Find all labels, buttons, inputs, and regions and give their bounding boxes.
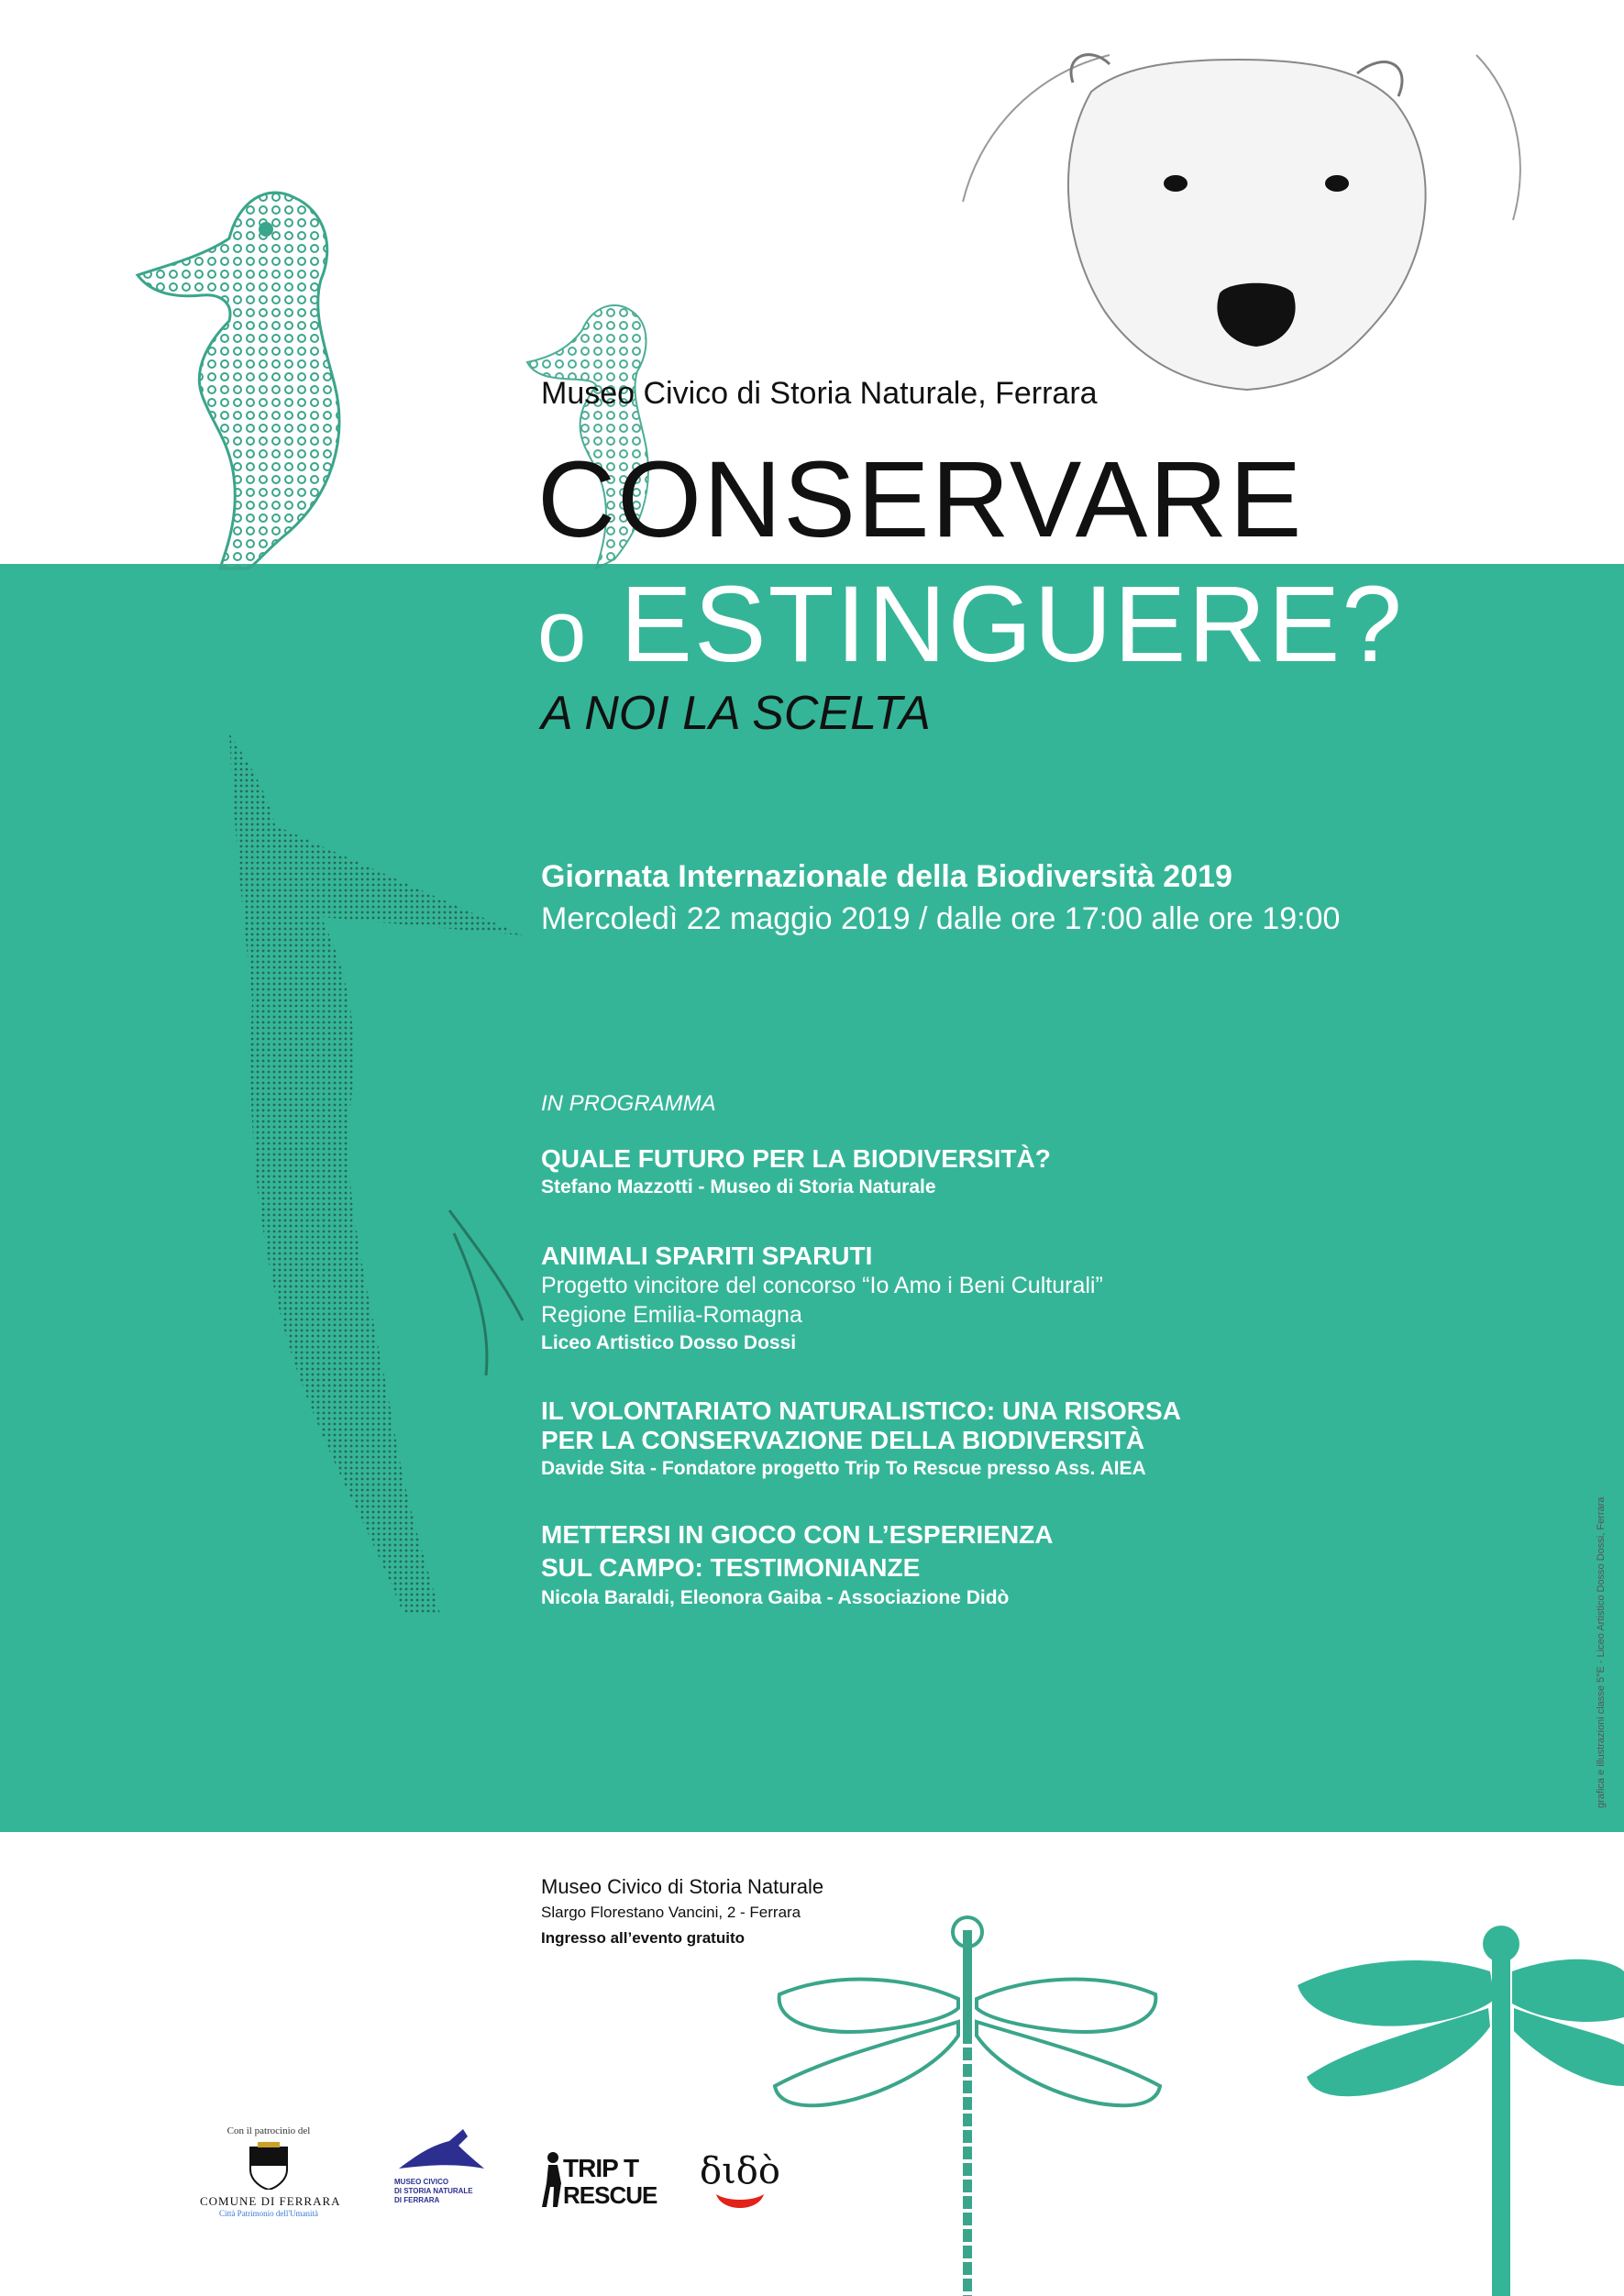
program-item-title: QUALE FUTURO PER LA BIODIVERSITÀ? [541, 1144, 1051, 1173]
museo-line1: MUSEO CIVICO [394, 2178, 449, 2186]
event-date: Mercoledì 22 maggio 2019 / dalle ore 17:00 alle ore 19:00 [541, 901, 1341, 936]
venue-name: Museo Civico di Storia Naturale [541, 1875, 824, 1898]
program-label: IN PROGRAMMA [541, 1091, 716, 1116]
title-conservare: CONSERVARE [537, 439, 1304, 560]
program-item-speaker: Davide Sita - Fondatore progetto Trip To Rescue presso Ass. AIEA [541, 1458, 1146, 1479]
comune-ferrara-logo [200, 2125, 341, 2218]
program-item-speaker: Nicola Baraldi, Eleonora Gaiba - Associazione Didò [541, 1587, 1010, 1608]
museo-line3: DI FERRARA [394, 2196, 440, 2204]
comune-sub: Città Patrimonio dell'Umanità [218, 2209, 319, 2218]
program-item-title: ANIMALI SPARITI SPARUTI [541, 1242, 873, 1270]
program-item-1 [541, 1144, 1531, 1201]
program-item-title: METTERSI IN GIOCO CON L’ESPERIENZA [541, 1520, 1054, 1549]
program-item-3 [541, 1396, 1531, 1483]
illustration-credit: grafica e illustrazioni classe 5°E - Liceo Artistico Dosso Dossi, Ferrara [1596, 1496, 1607, 1808]
program-item-desc: Regione Emilia-Romagna [541, 1302, 802, 1328]
trip-line2: RESCUE [563, 2181, 657, 2209]
program-item-desc: Progetto vincitore del concorso “Io Amo i Beni Culturali” [541, 1273, 1103, 1298]
title-o: o [537, 582, 589, 680]
crest-icon [249, 2142, 289, 2190]
dido-logo [699, 2150, 781, 2219]
heron-icon [394, 2127, 486, 2173]
dido-text: διδò [700, 2150, 780, 2192]
dragonfly-outline-illustration [761, 1912, 1174, 2296]
program-item-4 [541, 1518, 1531, 1612]
smile-icon [713, 2192, 768, 2214]
seahorse-illustration [128, 165, 367, 568]
event-title: Giornata Internazionale della Biodiversità 2019 [541, 859, 1232, 894]
program-item-2 [541, 1242, 1531, 1357]
comune-caption: Con il patrocinio del [226, 2125, 311, 2136]
title-estinguere-text: ESTINGUERE? [620, 564, 1404, 685]
program-item-title: IL VOLONTARIATO NATURALISTICO: UNA RISORSA [541, 1396, 1181, 1425]
bird-stipple-illustration [211, 734, 541, 1614]
program-item-speaker: Liceo Artistico Dosso Dossi [541, 1332, 797, 1353]
dragonfly-silhouette-illustration [1298, 1916, 1624, 2296]
museo-line2: DI STORIA NATURALE [394, 2187, 473, 2195]
museo-logo [394, 2127, 495, 2205]
subtitle: A NOI LA SCELTA [541, 687, 931, 740]
program-item-title: PER LA CONSERVAZIONE DELLA BIODIVERSITÀ [541, 1426, 1145, 1454]
program-item-speaker: Stefano Mazzotti - Museo di Storia Naturale [541, 1176, 936, 1198]
trip-line1: TRIP T [563, 2154, 639, 2182]
venue-admission: Ingresso all’evento gratuito [541, 1929, 745, 1947]
title-estinguere [537, 564, 1404, 686]
hiker-icon [541, 2150, 565, 2209]
museum-line: Museo Civico di Storia Naturale, Ferrara [541, 376, 1098, 411]
comune-name: COMUNE DI FERRARA [200, 2194, 341, 2208]
program-item-title: SUL CAMPO: TESTIMONIANZE [541, 1553, 921, 1582]
venue-address: Slargo Florestano Vancini, 2 - Ferrara [541, 1904, 801, 1921]
